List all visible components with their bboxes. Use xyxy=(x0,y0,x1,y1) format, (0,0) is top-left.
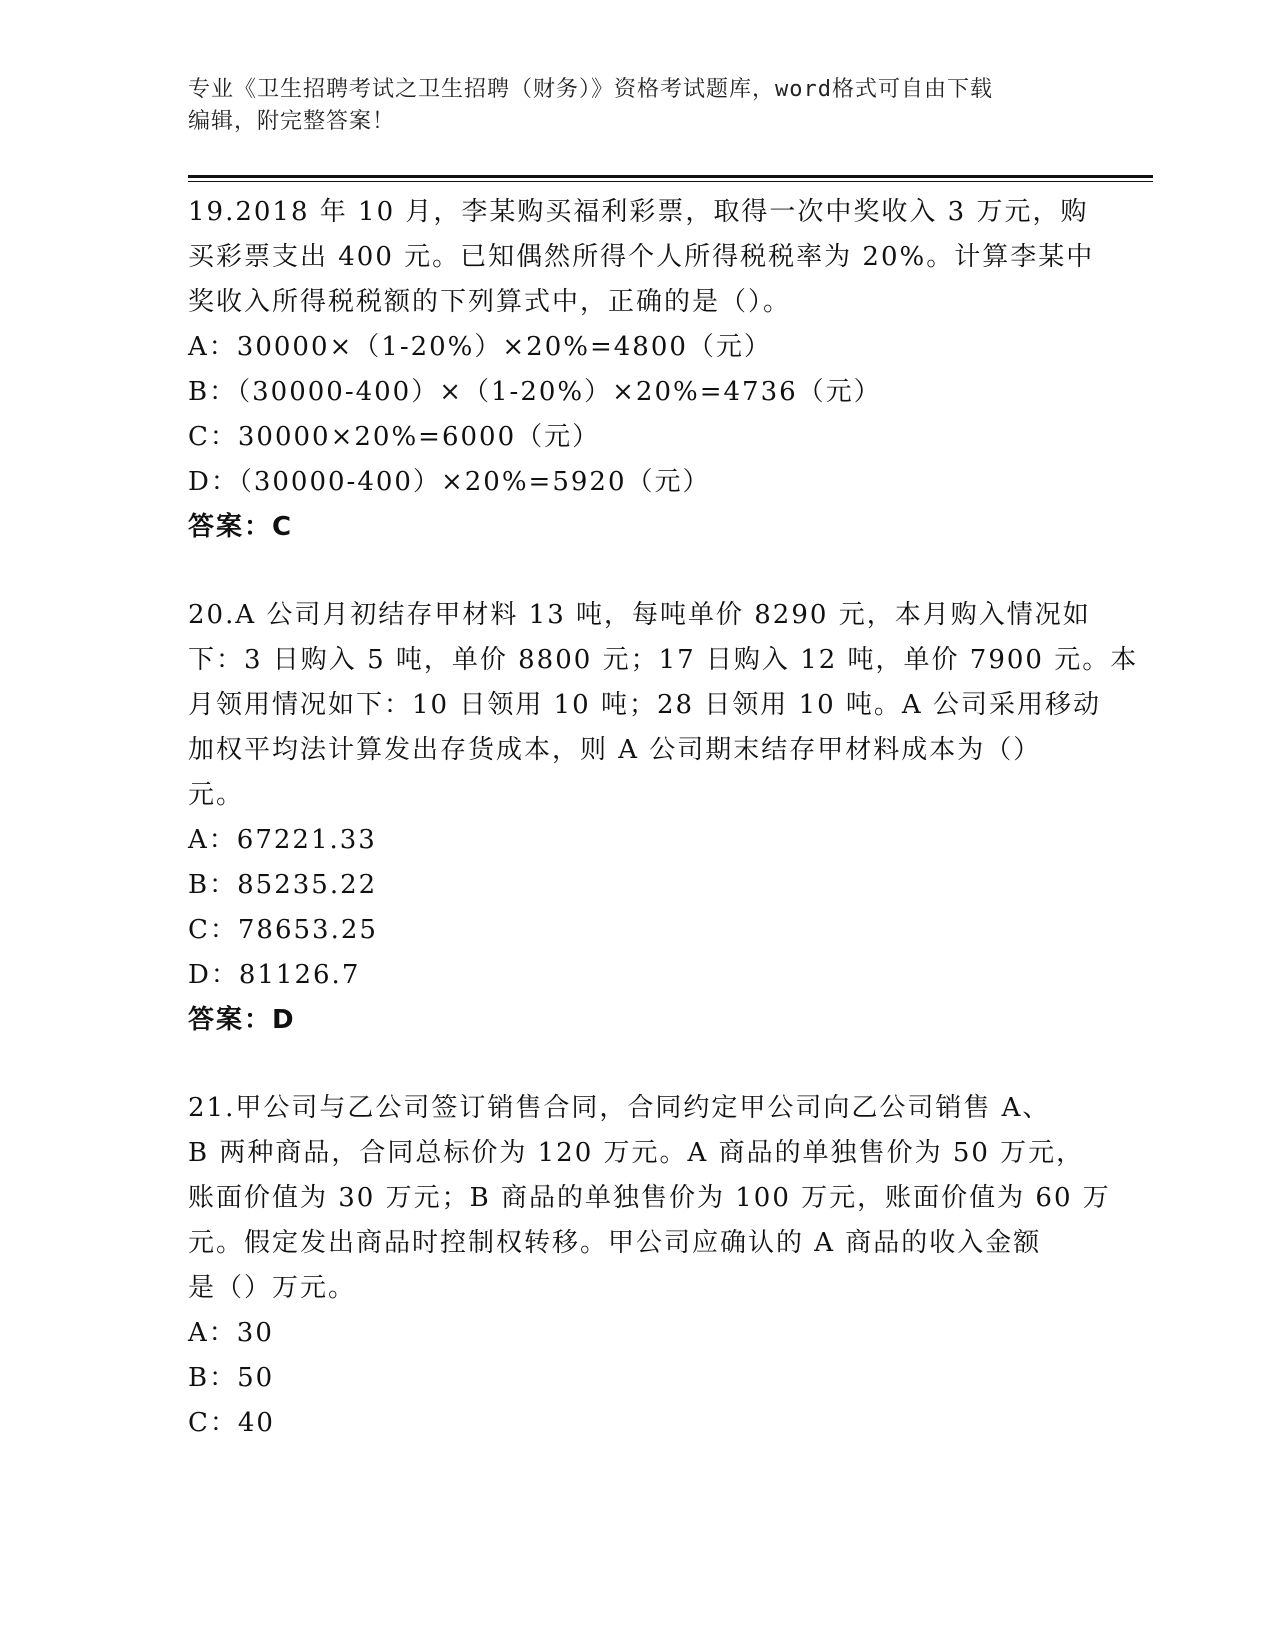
option-d: D：81126.7 xyxy=(188,960,361,990)
question-line: 买彩票支出 400 元。已知偶然所得个人所得税税率为 20%。计算李某中 xyxy=(188,242,1095,272)
question-line: B 两种商品，合同总标价为 120 万元。A 商品的单独售价为 50 万元， xyxy=(188,1138,1085,1168)
option-b: B：（30000-400）×（1-20%）×20%=4736（元） xyxy=(188,377,882,407)
question-line: 21.甲公司与乙公司签订销售合同，合同约定甲公司向乙公司销售 A、 xyxy=(188,1093,1051,1123)
header-line: 专业《卫生招聘考试之卫生招聘（财务）》资格考试题库，word格式可自由下载 xyxy=(188,77,993,102)
option-a: A：30 xyxy=(188,1318,274,1348)
question-line: 20.A 公司月初结存甲材料 13 吨，每吨单价 8290 元，本月购入情况如 xyxy=(188,600,1091,630)
header-divider-thin xyxy=(188,181,1153,182)
answer-label: 答案：C xyxy=(188,512,294,542)
header-divider-thick xyxy=(188,175,1153,178)
header-line: 编辑，附完整答案！ xyxy=(188,109,396,134)
option-a: A：67221.33 xyxy=(188,825,377,855)
question-line: 元。 xyxy=(188,780,245,810)
question-list xyxy=(188,190,1139,1446)
question-21 xyxy=(188,1086,1111,1446)
answer-label: 答案：D xyxy=(188,1005,296,1035)
question-line: 月领用情况如下：10 日领用 10 吨；28 日领用 10 吨。A 公司采用移动 xyxy=(188,690,1101,720)
question-line: 奖收入所得税税额的下列算式中，正确的是（）。 xyxy=(188,287,792,317)
document-header xyxy=(188,74,1068,138)
option-c: C：78653.25 xyxy=(188,915,378,945)
question-20 xyxy=(188,593,1139,1043)
option-d: D：（30000-400）×20%=5920（元） xyxy=(188,467,711,497)
question-19 xyxy=(188,190,1095,550)
option-b: B：50 xyxy=(188,1363,275,1393)
question-text xyxy=(188,1086,1111,1311)
question-text xyxy=(188,593,1139,818)
question-text xyxy=(188,190,1095,325)
option-c: C：40 xyxy=(188,1408,275,1438)
question-line: 是（）万元。 xyxy=(188,1273,357,1303)
option-b: B：85235.22 xyxy=(188,870,378,900)
question-line: 19.2018 年 10 月，李某购买福利彩票，取得一次中奖收入 3 万元，购 xyxy=(188,197,1089,227)
question-line: 下：3 日购入 5 吨，单价 8800 元；17 日购入 12 吨，单价 7900 元。本 xyxy=(188,645,1139,675)
option-c: C：30000×20%=6000（元） xyxy=(188,422,601,452)
question-line: 加权平均法计算发出存货成本，则 A 公司期末结存甲材料成本为（） xyxy=(188,735,1042,765)
option-a: A：30000×（1-20%）×20%=4800（元） xyxy=(188,332,772,362)
question-line: 元。假定发出商品时控制权转移。甲公司应确认的 A 商品的收入金额 xyxy=(188,1228,1042,1258)
question-line: 账面价值为 30 万元；B 商品的单独售价为 100 万元，账面价值为 60 万 xyxy=(188,1183,1111,1213)
